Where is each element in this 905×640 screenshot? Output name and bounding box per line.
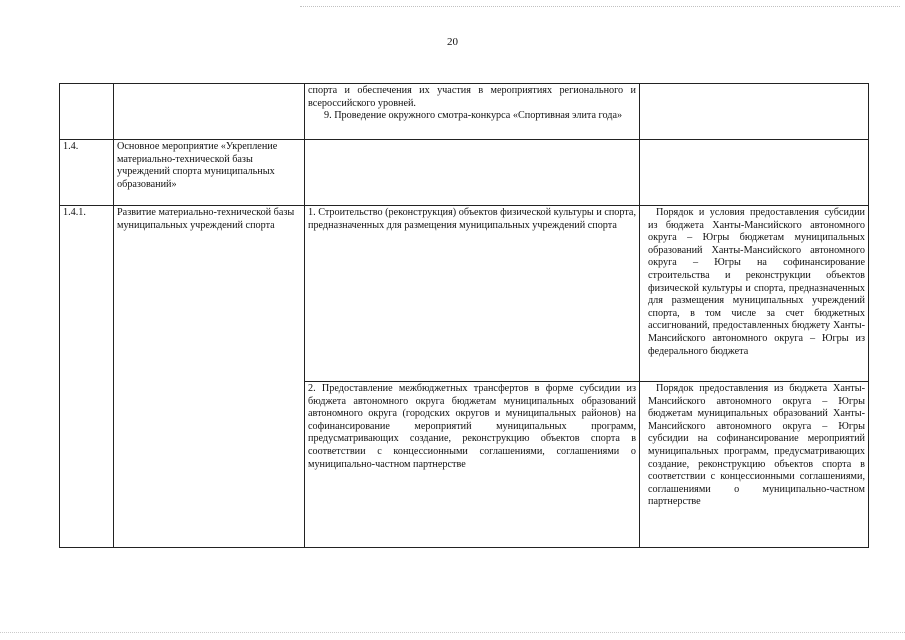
cell-activity bbox=[305, 84, 640, 140]
cell-name: Основное мероприятие «Укрепление материально-технической базы учреждений спорта муниципальных образований» bbox=[114, 140, 305, 206]
activity-text: спорта и обеспечения их участия в мероприятиях регионального и всероссийского уровней. bbox=[308, 85, 636, 109]
cell-activity: 1. Строительство (реконструкция) объектов физической культуры и спорта, предназначенных для размещения муниципальных учреждений спорта bbox=[305, 206, 640, 382]
scan-artifact-top bbox=[300, 6, 900, 8]
cell-document bbox=[640, 140, 869, 206]
page-number: 20 bbox=[447, 36, 458, 48]
table-row-continuation bbox=[60, 84, 869, 140]
cell-document: Порядок предоставления из бюджета Ханты-Мансийского автономного округа – Югры бюджетам муниципальных образований Ханты-Мансийского автономного округа – Югры субсидии на софинансирование мероприятий муниципальных программ, предусматривающих создание, реконструкцию объектов спорта в соответствии с концессионными соглашениями, соглашениями о муниципально-частном партнерстве bbox=[640, 382, 869, 548]
cell-number bbox=[60, 84, 114, 140]
table-row-1-4 bbox=[60, 140, 869, 206]
cell-document: Порядок и условия предоставления субсидии из бюджета Ханты-Мансийского автономного округа – Югры бюджетам муниципальных образований Ханты-Мансийского автономного округа – Югры на софинансирование строительства и реконструкции объектов физической культуры и спорта, предназначенных для размещения муниципальных учреждений спорта, в том числе за счет бюджетных ассигнований, предоставленных бюджету Ханты-Мансийского автономного округа – Югры из федерального бюджета bbox=[640, 206, 869, 382]
cell-activity: 2. Предоставление межбюджетных трансфертов в форме субсидии из бюджета автономного округа бюджетам муниципальных образований автономного округа (городских округов и муниципальных районов) на софинансирование мероприятий муниципальных программ, предусматривающих создание, реконструкцию объектов спорта в соответствии с концессионными соглашениями, соглашениями о муниципально-частном партнерстве bbox=[305, 382, 640, 548]
cell-document bbox=[640, 84, 869, 140]
program-table bbox=[59, 83, 869, 548]
cell-activity bbox=[305, 140, 640, 206]
cell-number: 1.4. bbox=[60, 140, 114, 206]
scan-artifact-bottom bbox=[0, 632, 905, 634]
cell-name: Развитие материально-технической базы муниципальных учреждений спорта bbox=[114, 206, 305, 548]
table-row-1-4-1a bbox=[60, 206, 869, 382]
cell-number: 1.4.1. bbox=[60, 206, 114, 548]
cell-name bbox=[114, 84, 305, 140]
activity-text: 9. Проведение окружного смотра-конкурса «Спортивная элита года» bbox=[324, 110, 623, 122]
